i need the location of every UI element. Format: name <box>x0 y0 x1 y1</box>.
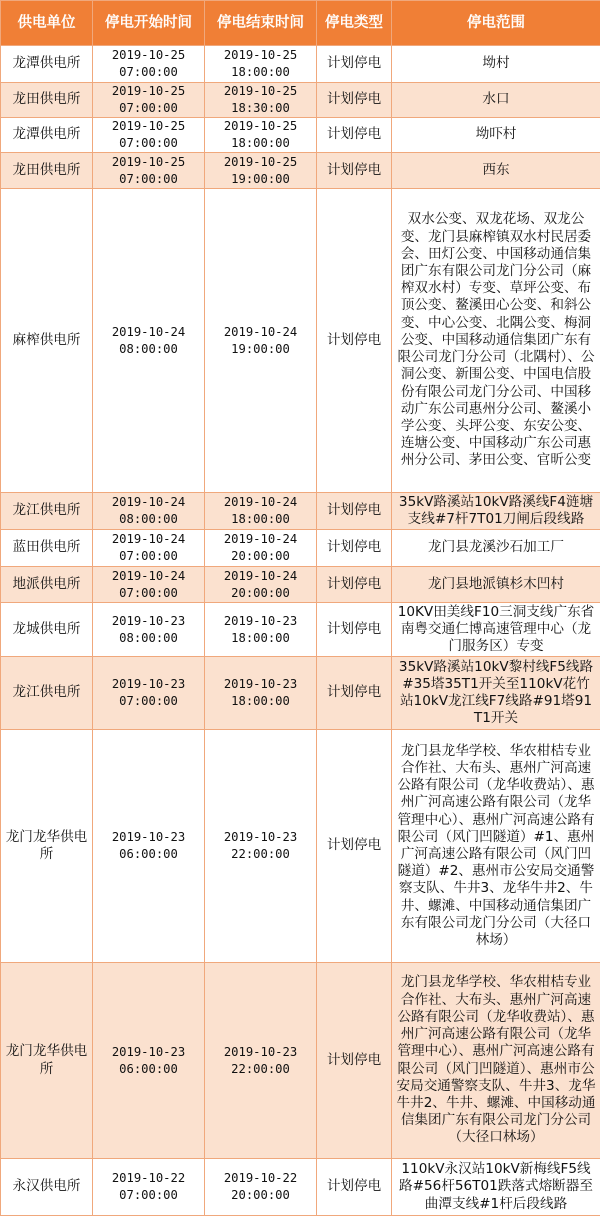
end-clock: 18:00:00 <box>231 694 290 708</box>
start-date: 2019-10-23 <box>111 1044 186 1059</box>
table-header-row <box>1 1 600 46</box>
end-clock: 20:00:00 <box>231 1188 290 1202</box>
cell-type: 计划停电 <box>317 493 392 530</box>
table-row <box>1 1159 600 1216</box>
cell-unit: 蓝田供电所 <box>1 530 93 567</box>
end-date: 2019-10-25 <box>223 84 298 98</box>
cell-type: 计划停电 <box>317 46 392 83</box>
table-row <box>1 963 600 1159</box>
end-date: 2019-10-23 <box>223 830 298 844</box>
cell-start-time <box>93 493 205 530</box>
cell-end-time <box>205 153 317 189</box>
table-row <box>1 153 600 189</box>
table-body <box>1 46 600 1216</box>
cell-end-time <box>205 1159 317 1216</box>
cell-unit: 龙江供电所 <box>1 493 93 530</box>
start-date: 2019-10-25 <box>111 154 186 169</box>
cell-start-time <box>93 189 205 493</box>
start-clock: 07:00:00 <box>119 136 178 150</box>
cell-start-time <box>93 603 205 657</box>
end-date: 2019-10-24 <box>223 568 298 583</box>
cell-unit: 龙江供电所 <box>1 657 93 730</box>
end-date: 2019-10-24 <box>223 495 298 509</box>
cell-scope: 双水公变、双龙花场、双龙公变、龙门县麻榨镇双水村民居委会、田灯公变、中国移动通信集团广东有限公司龙门分公司（麻榨双水村）专变、草坪公变、布顶公变、鳌溪田心公变、和斜公变、中心公变、北隅公变、梅洞公变、中国移动通信集团广东有限公司龙门分公司（北隅村）、公洞公变、新围公变、中国电信股份有限公司龙门分公司、中国移动广东公司惠州分公司、鳌溪小学公变、头坪公变、东安公变、连塘公变、中国移动广东公司惠州分公司、茅田公变、官昕公变 <box>392 189 600 493</box>
table-row <box>1 493 600 530</box>
start-date: 2019-10-23 <box>111 830 186 844</box>
start-clock: 07:00:00 <box>119 585 178 600</box>
start-clock: 07:00:00 <box>119 549 178 563</box>
start-date: 2019-10-24 <box>111 568 186 583</box>
cell-end-time <box>205 530 317 567</box>
table-row <box>1 530 600 567</box>
cell-unit: 龙田供电所 <box>1 153 93 189</box>
header-unit: 供电单位 <box>1 1 93 46</box>
end-date: 2019-10-23 <box>223 613 298 628</box>
table-row <box>1 83 600 118</box>
cell-start-time <box>93 118 205 153</box>
cell-scope: 龙门县龙华学校、华农柑桔专业合作社、大布头、惠州广河高速公路有限公司（龙华收费站）、惠州广河高速公路有限公司（龙华管理中心）、惠州广河高速公路有限公司（风门凹隧道）#1、惠州广河高速公路有限公司（风门凹隧道）#2、惠州市公安局交通警察支队、牛井3、龙华牛井2、牛井、螺滩、中国移动通信集团广东有限公司龙门分公司（大径口林场） <box>392 730 600 963</box>
header-type: 停电类型 <box>317 1 392 46</box>
end-clock: 19:00:00 <box>231 341 290 356</box>
cell-end-time <box>205 603 317 657</box>
cell-end-time <box>205 83 317 118</box>
start-date: 2019-10-25 <box>111 84 186 98</box>
end-date: 2019-10-25 <box>223 154 298 169</box>
cell-type: 计划停电 <box>317 530 392 567</box>
cell-type: 计划停电 <box>317 963 392 1159</box>
cell-scope: 坳村 <box>392 46 600 83</box>
end-clock: 18:00:00 <box>231 630 290 645</box>
cell-start-time <box>93 83 205 118</box>
end-clock: 20:00:00 <box>231 549 290 563</box>
table-row <box>1 118 600 153</box>
start-date: 2019-10-23 <box>111 677 186 691</box>
start-clock: 08:00:00 <box>119 341 178 356</box>
start-date: 2019-10-23 <box>111 613 186 628</box>
end-clock: 22:00:00 <box>231 847 290 861</box>
end-date: 2019-10-24 <box>223 532 298 546</box>
end-clock: 19:00:00 <box>231 171 290 186</box>
start-date: 2019-10-24 <box>111 324 186 339</box>
cell-start-time <box>93 657 205 730</box>
table-row <box>1 657 600 730</box>
cell-unit: 永汉供电所 <box>1 1159 93 1216</box>
end-clock: 18:30:00 <box>231 101 290 115</box>
cell-end-time <box>205 657 317 730</box>
table-row <box>1 46 600 83</box>
cell-unit: 龙城供电所 <box>1 603 93 657</box>
end-clock: 18:00:00 <box>231 512 290 526</box>
header-scope: 停电范围 <box>392 1 600 46</box>
table-row <box>1 189 600 493</box>
cell-scope: 110kV永汉站10kV新梅线F5线路#56杆56T01跌落式熔断器至曲潭支线#1杆后段线路 <box>392 1159 600 1216</box>
start-clock: 07:00:00 <box>119 171 178 186</box>
cell-unit: 龙潭供电所 <box>1 46 93 83</box>
start-date: 2019-10-24 <box>111 495 186 509</box>
start-clock: 07:00:00 <box>119 101 178 115</box>
cell-scope: 35kV路溪站10kV路溪线F4涟塘支线#7杆7T01刀闸后段线路 <box>392 493 600 530</box>
cell-scope: 水口 <box>392 83 600 118</box>
cell-start-time <box>93 730 205 963</box>
cell-scope: 龙门县龙华学校、华农柑桔专业合作社、大布头、惠州广河高速公路有限公司（龙华收费站）、惠州广河高速公路有限公司（龙华管理中心）、惠州广河高速公路有限公司（风门凹隧道）、惠州市公安局交通警察支队、牛井3、龙华牛井2、牛井、螺滩、中国移动通信集团广东有限公司龙门分公司（大径口林场） <box>392 963 600 1159</box>
start-clock: 08:00:00 <box>119 630 178 645</box>
cell-scope: 龙门县地派镇杉木凹村 <box>392 567 600 603</box>
cell-unit: 龙门龙华供电所 <box>1 963 93 1159</box>
start-clock: 08:00:00 <box>119 512 178 526</box>
cell-unit: 麻榨供电所 <box>1 189 93 493</box>
cell-unit: 龙潭供电所 <box>1 118 93 153</box>
table-row <box>1 730 600 963</box>
cell-end-time <box>205 730 317 963</box>
cell-start-time <box>93 46 205 83</box>
cell-end-time <box>205 189 317 493</box>
cell-type: 计划停电 <box>317 189 392 493</box>
cell-unit: 龙田供电所 <box>1 83 93 118</box>
cell-start-time <box>93 530 205 567</box>
cell-type: 计划停电 <box>317 1159 392 1216</box>
cell-unit: 地派供电所 <box>1 567 93 603</box>
cell-end-time <box>205 493 317 530</box>
cell-scope: 西东 <box>392 153 600 189</box>
cell-type: 计划停电 <box>317 603 392 657</box>
end-date: 2019-10-24 <box>223 324 298 339</box>
cell-start-time <box>93 153 205 189</box>
start-date: 2019-10-22 <box>111 1171 186 1185</box>
start-clock: 07:00:00 <box>119 1188 178 1202</box>
cell-scope: 龙门县龙溪沙石加工厂 <box>392 530 600 567</box>
cell-type: 计划停电 <box>317 657 392 730</box>
cell-end-time <box>205 118 317 153</box>
cell-start-time <box>93 1159 205 1216</box>
start-date: 2019-10-25 <box>111 48 186 62</box>
cell-type: 计划停电 <box>317 567 392 603</box>
cell-start-time <box>93 963 205 1159</box>
cell-start-time <box>93 567 205 603</box>
start-date: 2019-10-25 <box>111 119 186 133</box>
cell-end-time <box>205 46 317 83</box>
cell-scope: 10KV田美线F10三洞支线广东省南粤交通仁博高速管理中心（龙门服务区）专变 <box>392 603 600 657</box>
table-row <box>1 603 600 657</box>
start-clock: 06:00:00 <box>119 847 178 861</box>
cell-scope: 坳吓村 <box>392 118 600 153</box>
end-clock: 22:00:00 <box>231 1061 290 1076</box>
end-date: 2019-10-22 <box>223 1171 298 1185</box>
end-date: 2019-10-25 <box>223 119 298 133</box>
end-clock: 18:00:00 <box>231 136 290 150</box>
end-clock: 20:00:00 <box>231 585 290 600</box>
cell-scope: 35kV路溪站10kV黎村线F5线路#35塔35T1开关至110kV花竹站10kV龙江线F7线路#91塔91T1开关 <box>392 657 600 730</box>
header-end-time: 停电结束时间 <box>205 1 317 46</box>
cell-type: 计划停电 <box>317 83 392 118</box>
end-clock: 18:00:00 <box>231 65 290 79</box>
cell-type: 计划停电 <box>317 118 392 153</box>
table-row <box>1 567 600 603</box>
cell-end-time <box>205 963 317 1159</box>
end-date: 2019-10-23 <box>223 1044 298 1059</box>
header-start-time: 停电开始时间 <box>93 1 205 46</box>
start-clock: 06:00:00 <box>119 1061 178 1076</box>
start-clock: 07:00:00 <box>119 65 178 79</box>
cell-unit: 龙门龙华供电所 <box>1 730 93 963</box>
end-date: 2019-10-23 <box>223 677 298 691</box>
start-date: 2019-10-24 <box>111 532 186 546</box>
end-date: 2019-10-25 <box>223 48 298 62</box>
cell-end-time <box>205 567 317 603</box>
cell-type: 计划停电 <box>317 730 392 963</box>
start-clock: 07:00:00 <box>119 694 178 708</box>
cell-type: 计划停电 <box>317 153 392 189</box>
